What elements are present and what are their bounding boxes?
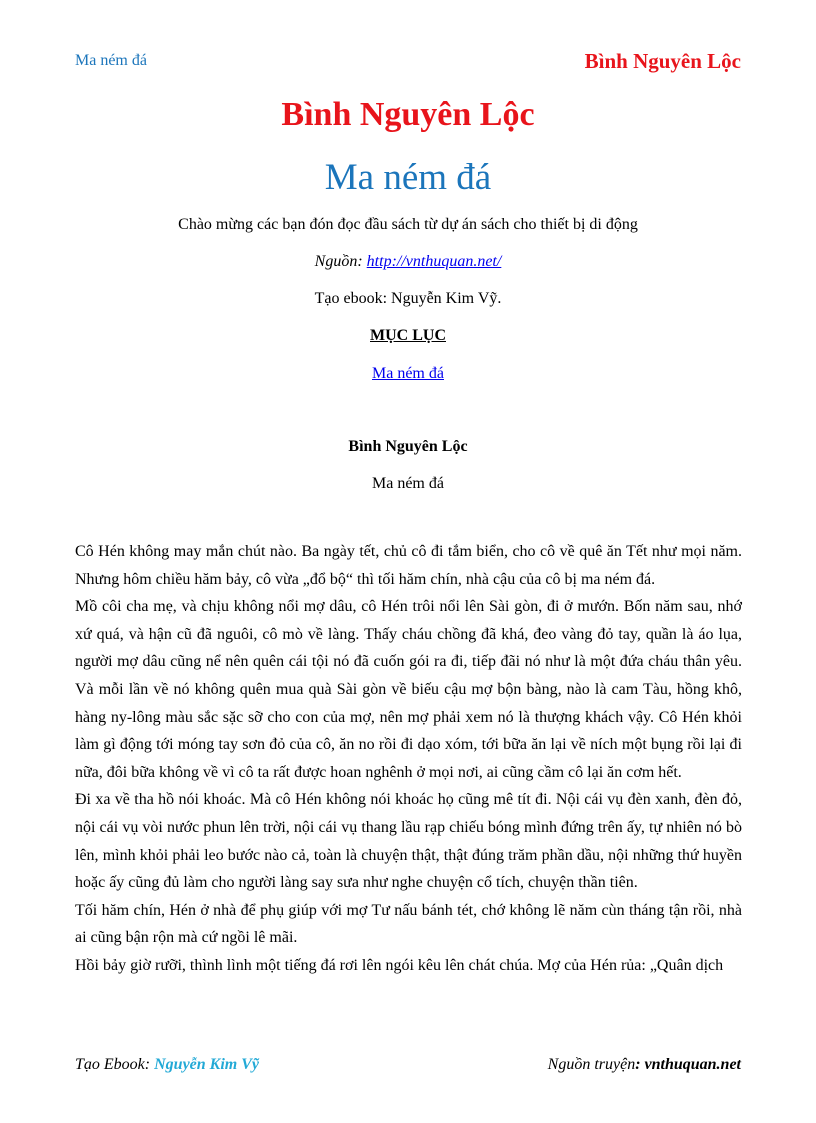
ebook-creator: Tạo ebook: Nguyễn Kim Vỹ. — [314, 290, 502, 307]
footer-ebook-name: Nguyễn Kim Vỹ — [154, 1056, 259, 1073]
toc-heading: MỤC LỤC — [370, 327, 446, 344]
body-paragraph: Tối hăm chín, Hén ở nhà để phụ giúp với mợ Tư nấu bánh tét, chớ không lẽ năm cùn tháng tận rồi, nhà ai cũng bận rộn mà cứ ngồi lê mãi. — [75, 901, 742, 947]
header-author: Bình Nguyên Lộc — [584, 49, 741, 73]
chapter-title: Ma ném đá — [372, 475, 444, 492]
body-paragraph: Đi xa về tha hồ nói khoác. Mà cô Hén không nói khoác họ cũng mê tít đi. Nội cái vụ đèn xanh, đèn đỏ, nội cái vụ vòi nước phun lên trời, nội cái vụ thang lầu rạp chiếu bóng mình đứng trên ấy, tự nhiên nó bò lên, mình khỏi phải leo bước nào cả, toàn là chuyện thật, thật đúng trăm phần dầu, nội những thứ huyền hoặc ấy cũng đủ làm cho người làng say sưa như nghe chuyện cổ tích, chuyện thần tiên. — [75, 791, 742, 892]
footer-source-site: vnthuquan.net — [644, 1056, 741, 1073]
footer-ebook-label: Tạo Ebook — [75, 1056, 145, 1073]
footer-source-label: Nguồn truyện — [547, 1056, 636, 1073]
footer-ebook-credit — [75, 1056, 259, 1074]
footer-source-sep: : — [635, 1056, 645, 1073]
header-work-title: Ma ném đá — [75, 52, 147, 69]
source-link[interactable]: http://vnthuquan.net/ — [366, 253, 502, 270]
book-author-title: Bình Nguyên Lộc — [281, 96, 535, 133]
book-work-title: Ma ném đá — [324, 157, 492, 198]
footer-ebook-sep: : — [144, 1056, 155, 1073]
source-line — [0, 253, 816, 271]
body-paragraph: Hồi bảy giờ rưỡi, thình lình một tiếng đá rơi lên ngói kêu lên chát chúa. Mợ của Hén rủa: „Quân dịch — [75, 956, 724, 974]
body-paragraph: Cô Hén không may mắn chút nào. Ba ngày tết, chủ cô đi tắm biển, cho cô về quê ăn Tết như mọi năm. Nhưng hôm chiều hăm bảy, cô vừa „đổ bộ“ thì tối hăm chín, nhà cậu của cô bị ma ném đá. — [75, 543, 742, 588]
body-paragraph: Mồ côi cha mẹ, và chịu không nổi mợ dâu, cô Hén trôi nổi lên Sài gòn, đi ở mướn. Bốn năm sau, nhớ xứ quá, và hận cũ đã nguôi, cô mò về làng. Thấy cháu chồng đã khá, đeo vàng đỏ tay, quần là áo lụa, người mợ dâu cũng nể nên quên cái tội nó đã cuốn gói ra đi, tiếp đãi nó như là một đứa cháu thân yêu. Và mỗi lần về nó không quên mua quà Sài gòn về biếu cậu mợ bộn bàng, nào là cam Tàu, hồng khô, hàng ny-lông màu sắc sặc sỡ cho con của mợ, nên mợ phải xem nó là thượng khách vậy. Cô Hén khỏi làm gì động tới móng tay sơn đỏ của cô, ăn no rồi đi dạo xóm, tới bữa ăn lại về ních một bụng rồi lại đi nữa, đôi bữa không về vì cô ta rất được hoan nghênh ở mọi nơi, ai cũng cầm cô lại ăn cơm hết. — [75, 598, 742, 781]
welcome-text: Chào mừng các bạn đón đọc đầu sách từ dự án sách cho thiết bị di động — [178, 216, 638, 233]
source-label: Nguồn: — [314, 253, 367, 270]
toc-item-link[interactable]: Ma ném đá — [372, 365, 444, 382]
story-body — [75, 538, 742, 980]
chapter-author: Bình Nguyên Lộc — [348, 438, 468, 455]
footer-source-credit — [548, 1056, 741, 1074]
